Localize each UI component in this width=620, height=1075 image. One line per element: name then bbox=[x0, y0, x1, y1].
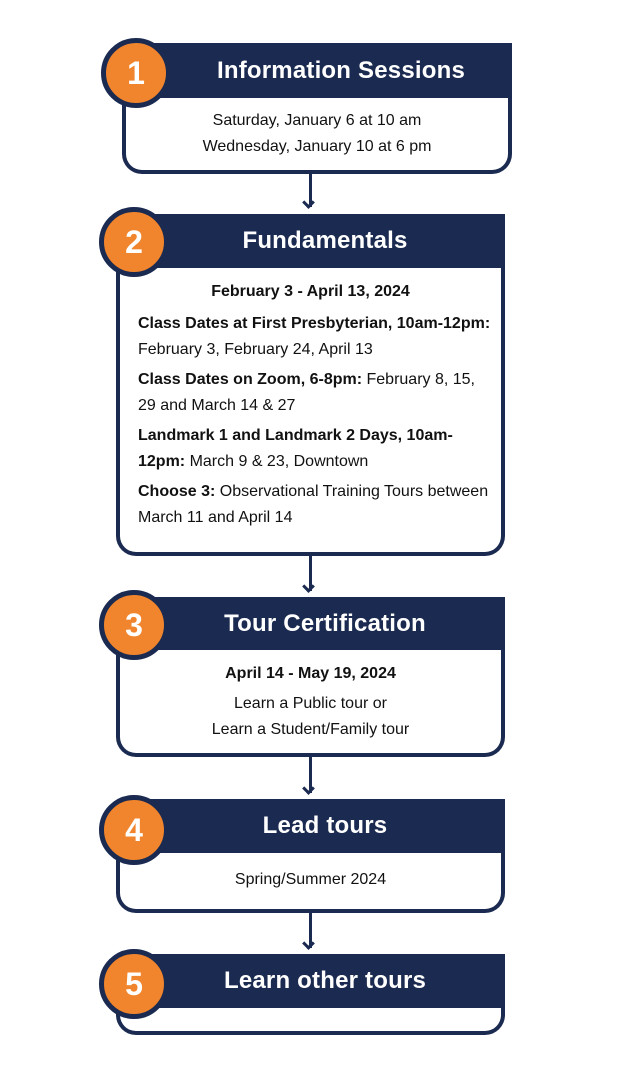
step-2-date-range: February 3 - April 13, 2024 bbox=[211, 283, 410, 300]
step-4-number-badge bbox=[99, 795, 169, 865]
step-5-title: Learn other tours bbox=[223, 967, 427, 994]
step-2-number: 2 bbox=[125, 223, 143, 260]
step-3-title: Tour Certification bbox=[224, 609, 426, 637]
step-1-number: 1 bbox=[127, 54, 145, 91]
step-3-number-badge bbox=[99, 590, 169, 660]
step-4-header bbox=[145, 799, 505, 853]
step-5-card bbox=[116, 1006, 505, 1035]
step-2-item-class-dates-presbyterian bbox=[116, 311, 505, 363]
step-1-number-badge bbox=[101, 38, 171, 108]
step-2-header bbox=[145, 214, 505, 268]
item-text: February 3, February 24, April 13 bbox=[138, 341, 373, 358]
item-label: Class Dates at First Presbyterian, 10am-12pm: bbox=[138, 315, 491, 332]
step-1-line: Saturday, January 6 at 10 am bbox=[212, 112, 422, 129]
item-text: Observational Training Tours between March 11 and April 14 bbox=[138, 483, 489, 526]
step-3-date-range: April 14 - May 19, 2024 bbox=[225, 665, 396, 682]
arrow-down-icon bbox=[309, 913, 312, 948]
step-4-body bbox=[116, 867, 505, 893]
step-2-body bbox=[116, 279, 505, 535]
arrow-down-icon bbox=[309, 757, 312, 793]
item-text: February 8, 15, 29 and March 14 & 27 bbox=[138, 371, 475, 414]
item-label: Choose 3: bbox=[138, 483, 216, 500]
step-2-item-class-dates-zoom bbox=[116, 367, 505, 419]
step-5-number-badge bbox=[99, 949, 169, 1019]
step-3-number: 3 bbox=[125, 606, 143, 643]
step-1-line: Wednesday, January 10 at 6 pm bbox=[202, 138, 432, 155]
item-label: Class Dates on Zoom, 6-8pm: bbox=[138, 371, 363, 388]
step-5-number: 5 bbox=[125, 965, 143, 1002]
item-label: Landmark 1 and Landmark 2 Days, 10am-12pm: bbox=[138, 427, 453, 470]
step-2-number-badge bbox=[99, 207, 169, 277]
step-4-number: 4 bbox=[125, 811, 143, 848]
step-2-item-choose-3 bbox=[116, 479, 505, 531]
step-4-line: Spring/Summer 2024 bbox=[234, 871, 387, 888]
step-3-line: Learn a Student/Family tour bbox=[211, 721, 410, 738]
step-1-body bbox=[122, 108, 512, 160]
step-3-body bbox=[116, 661, 505, 743]
step-5-header bbox=[145, 954, 505, 1008]
step-1-header bbox=[150, 43, 512, 98]
step-3-header bbox=[145, 597, 505, 650]
step-1-title: Information Sessions bbox=[216, 56, 466, 84]
step-3-line: Learn a Public tour or bbox=[234, 695, 387, 712]
step-2-item-landmark-days bbox=[116, 423, 505, 475]
step-2-title: Fundamentals bbox=[242, 227, 408, 254]
step-4-title: Lead tours bbox=[262, 812, 388, 839]
arrow-down-icon bbox=[309, 174, 312, 207]
item-text: March 9 & 23, Downtown bbox=[185, 453, 369, 470]
arrow-down-icon bbox=[309, 556, 312, 591]
